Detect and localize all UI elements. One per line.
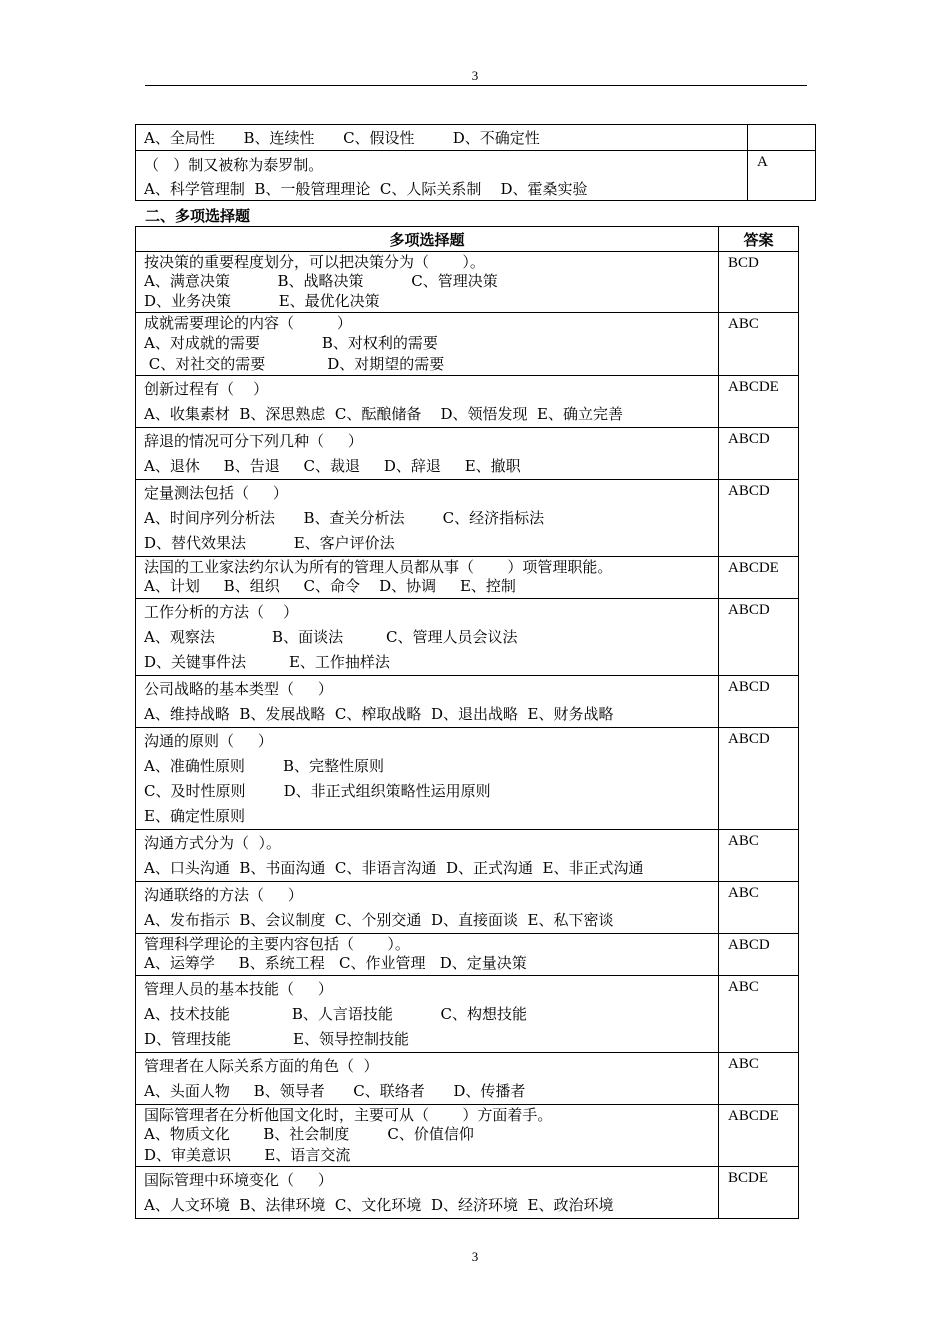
question-cell	[136, 313, 719, 376]
option-line: A、时间序列分析法 B、查关分析法 C、经济指标法	[144, 509, 545, 527]
table-row	[136, 1105, 799, 1167]
answer-cell: ABCD	[719, 480, 799, 557]
page-number-top: 3	[471, 68, 479, 83]
table-row	[136, 676, 799, 728]
table-row	[136, 151, 816, 201]
question-cell	[136, 599, 719, 676]
question-cell	[136, 252, 719, 313]
table-row	[136, 830, 799, 882]
answer-cell: ABC	[719, 830, 799, 882]
table-row	[136, 125, 816, 151]
column-header-answer: 答案	[719, 227, 799, 252]
question-line: A、科学管理制 B、一般管理理论 C、人际关系制 D、霍桑实验	[144, 180, 588, 198]
answer-cell: ABC	[719, 1053, 799, 1105]
table-row	[136, 599, 799, 676]
table-header-row	[136, 227, 799, 252]
option-line: A、收集素材 B、深思熟虑 C、酝酿储备 D、领悟发现 E、确立完善	[144, 405, 623, 423]
multiple-choice-table	[135, 226, 799, 1219]
option-line: A、人文环境 B、法律环境 C、文化环境 D、经济环境 E、政治环境	[144, 1196, 614, 1214]
option-line: A、技术技能 B、人言语技能 C、构想技能	[144, 1005, 527, 1023]
question-cell	[136, 376, 719, 428]
option-line: A、口头沟通 B、书面沟通 C、非语言沟通 D、正式沟通 E、非正式沟通	[144, 859, 644, 877]
answer-cell: ABC	[719, 976, 799, 1053]
answer-cell: BCD	[719, 252, 799, 313]
answer-cell: ABC	[719, 882, 799, 934]
question-cell	[136, 676, 719, 728]
question-cell	[136, 557, 719, 599]
question-cell	[136, 882, 719, 934]
table-row	[136, 557, 799, 599]
option-line: A、退休 B、告退 C、裁退 D、辞退 E、撤职	[144, 457, 521, 475]
answer-cell: ABCD	[719, 428, 799, 480]
option-line: D、管理技能 E、领导控制技能	[144, 1030, 409, 1048]
question-stem: 公司战略的基本类型（ ）	[144, 680, 333, 698]
answer-cell: ABCDE	[719, 557, 799, 599]
option-line: C、及时性原则 D、非正式组织策略性运用原则	[144, 782, 491, 800]
question-cell	[136, 1167, 719, 1219]
option-line: A、计划 B、组织 C、命令 D、协调 E、控制	[144, 577, 516, 595]
option-line: E、确定性原则	[144, 807, 245, 825]
option-line: A、对成就的需要 B、对权利的需要	[144, 334, 438, 352]
question-stem: 创新过程有（ ）	[144, 380, 269, 398]
answer-cell: ABCD	[719, 599, 799, 676]
option-line: D、审美意识 E、语言交流	[144, 1146, 351, 1164]
option-line: D、业务决策 E、最优化决策	[144, 292, 380, 310]
question-stem: 沟通联络的方法（ ）	[144, 886, 303, 904]
option-line: D、替代效果法 E、客户评价法	[144, 534, 395, 552]
question-cell	[136, 830, 719, 882]
question-cell	[136, 428, 719, 480]
option-line: A、发布指示 B、会议制度 C、个别交通 D、直接面谈 E、私下密谈	[144, 911, 614, 929]
question-stem: 沟通方式分为（ ）。	[144, 834, 282, 852]
question-cell	[136, 1053, 719, 1105]
table-row	[136, 480, 799, 557]
table-row	[136, 976, 799, 1053]
single-choice-table-continued	[135, 124, 816, 201]
option-line: D、关键事件法 E、工作抽样法	[144, 653, 390, 671]
option-line: A、观察法 B、面谈法 C、管理人员会议法	[144, 628, 518, 646]
question-stem: 定量测法包括（ ）	[144, 484, 288, 502]
question-line: （ ）制又被称为泰罗制。	[144, 156, 324, 174]
question-stem: 法国的工业家法约尔认为所有的管理人员都从事（ ）项管理职能。	[144, 558, 613, 576]
answer-cell: ABCD	[719, 728, 799, 830]
header-rule	[145, 85, 807, 86]
question-stem: 管理者在人际关系方面的角色（ ）	[144, 1057, 379, 1075]
answer-cell: ABCD	[719, 934, 799, 976]
question-stem: 管理科学理论的主要内容包括（ ）。	[144, 935, 410, 953]
answer-cell: ABCDE	[719, 376, 799, 428]
option-line: A、物质文化 B、社会制度 C、价值信仰	[144, 1125, 474, 1143]
question-stem: 辞退的情况可分下列几种（ ）	[144, 432, 363, 450]
option-line: A、维持战略 B、发展战略 C、榨取战略 D、退出战略 E、财务战略	[144, 705, 614, 723]
answer-cell: A	[748, 151, 816, 201]
question-stem: 成就需要理论的内容（ ）	[144, 314, 352, 332]
option-line: A、头面人物 B、领导者 C、联络者 D、传播者	[144, 1082, 526, 1100]
column-header-question: 多项选择题	[136, 227, 719, 252]
option-line: A、满意决策 B、战略决策 C、管理决策	[144, 272, 498, 290]
question-stem: 国际管理者在分析他国文化时，主要可从（ ）方面着手。	[144, 1106, 553, 1124]
answer-cell: ABC	[719, 313, 799, 376]
table-row	[136, 313, 799, 376]
question-cell	[136, 125, 748, 151]
question-stem: 国际管理中环境变化（ ）	[144, 1171, 333, 1189]
question-cell	[136, 1105, 719, 1167]
answer-cell: ABCDE	[719, 1105, 799, 1167]
table-row	[136, 882, 799, 934]
table-row	[136, 934, 799, 976]
table-row	[136, 728, 799, 830]
question-line: A、全局性 B、连续性 C、假设性 D、不确定性	[144, 129, 540, 147]
question-cell	[136, 934, 719, 976]
question-stem: 工作分析的方法（ ）	[144, 603, 299, 621]
page-number-bottom: 3	[471, 1249, 479, 1264]
table-row	[136, 376, 799, 428]
answer-cell	[748, 125, 816, 151]
option-line: C、对社交的需要 D、对期望的需要	[144, 355, 445, 373]
question-cell	[136, 728, 719, 830]
question-stem: 沟通的原则（ ）	[144, 732, 273, 750]
table-row	[136, 252, 799, 313]
table-row	[136, 1053, 799, 1105]
table-row	[136, 1167, 799, 1219]
question-stem: 管理人员的基本技能（ ）	[144, 980, 333, 998]
option-line: A、运筹学 B、系统工程 C、作业管理 D、定量决策	[144, 954, 527, 972]
question-cell	[136, 151, 748, 201]
question-stem: 按决策的重要程度划分，可以把决策分为（ ）。	[144, 253, 485, 271]
section-title: 二、多项选择题	[145, 207, 251, 225]
question-cell	[136, 480, 719, 557]
table-row	[136, 428, 799, 480]
option-line: A、准确性原则 B、完整性原则	[144, 757, 385, 775]
question-cell	[136, 976, 719, 1053]
answer-cell: BCDE	[719, 1167, 799, 1219]
answer-cell: ABCD	[719, 676, 799, 728]
